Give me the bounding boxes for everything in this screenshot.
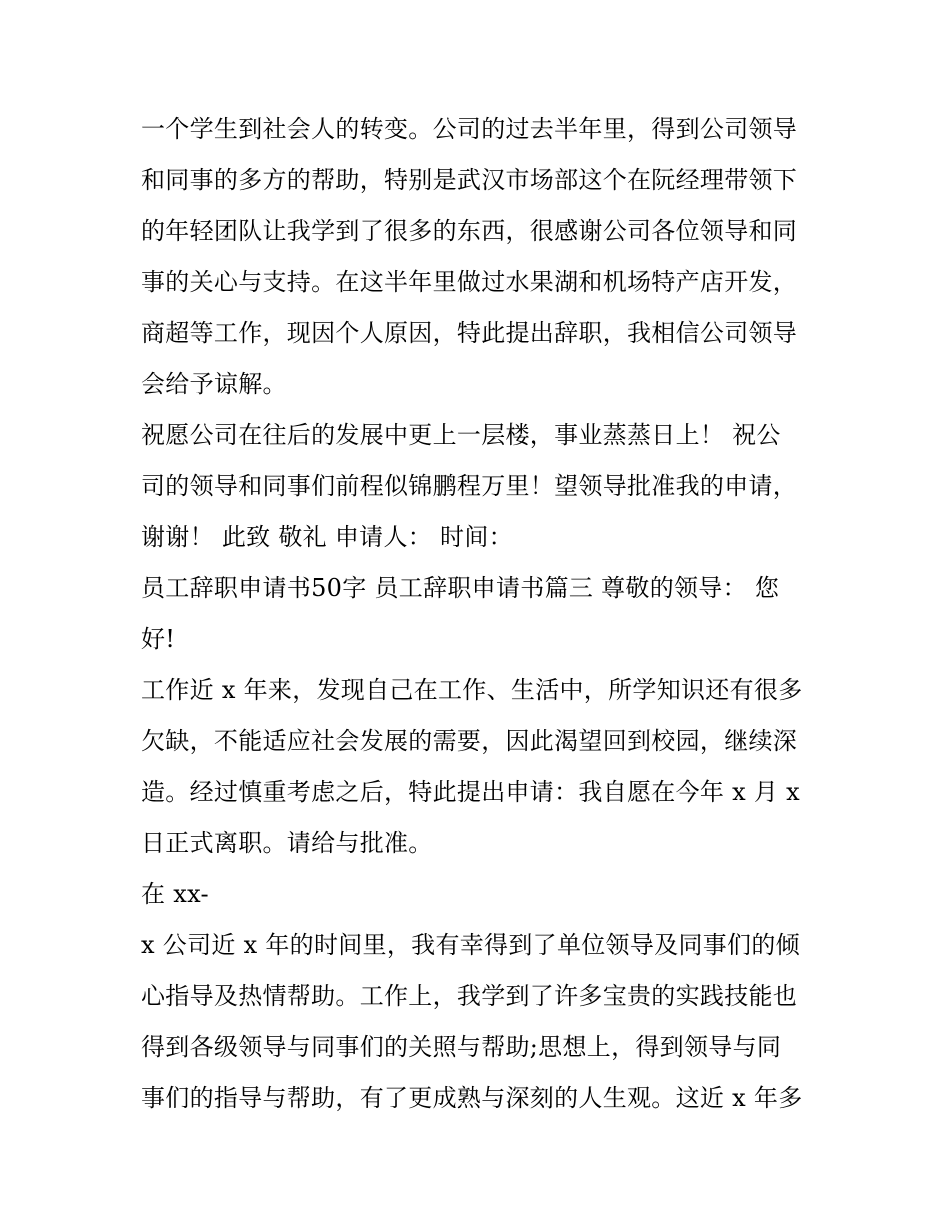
text-line: 祝愿公司在往后的发展中更上一层楼，事业蒸蒸日上！ 祝公 (141, 421, 781, 449)
text-line: 一个学生到社会人的转变。公司的过去半年里，得到公司领导 (141, 115, 798, 143)
text-line: 事们的指导与帮助，有了更成熟与深刻的人生观。这近 x 年多 (141, 1084, 803, 1112)
text-line: 的年轻团队让我学到了很多的东西，很感谢公司各位领导和同 (141, 217, 798, 245)
text-line: 日正式离职。请给与批准。 (141, 829, 433, 857)
text-line: 员工辞职申请书50字 员工辞职申请书篇三 尊敬的领导： 您 (141, 574, 780, 602)
text-line: 欠缺，不能适应社会发展的需要，因此渴望回到校园，继续深 (141, 727, 798, 755)
text-line: 事的关心与支持。在这半年里做过水果湖和机场特产店开发， (141, 268, 798, 296)
text-line: 会给予谅解。 (141, 370, 287, 398)
text-line: 司的领导和同事们前程似锦鹏程万里！望领导批准我的申请， (141, 472, 798, 500)
text-line: 谢谢！ 此致 敬礼 申请人： 时间： (141, 523, 513, 551)
document-body (141, 108, 821, 1128)
text-line: 心指导及热情帮助。工作上，我学到了许多宝贵的实践技能也 (141, 982, 798, 1010)
text-line: 工作近 x 年来，发现自己在工作、生活中，所学知识还有很多 (141, 676, 803, 704)
text-line: 好! (141, 625, 176, 653)
text-line: 造。经过慎重考虑之后，特此提出申请：我自愿在今年 x 月 x (141, 778, 800, 806)
text-line: 商超等工作，现因个人原因，特此提出辞职，我相信公司领导 (141, 319, 798, 347)
text-line: 得到各级领导与同事们的关照与帮助;思想上，得到领导与同 (141, 1033, 782, 1061)
text-line: 在 xx- (141, 880, 209, 908)
text-line: x 公司近 x 年的时间里，我有幸得到了单位领导及同事们的倾 (141, 931, 800, 959)
text-line: 和同事的多方的帮助，特别是武汉市场部这个在阮经理带领下 (141, 166, 798, 194)
